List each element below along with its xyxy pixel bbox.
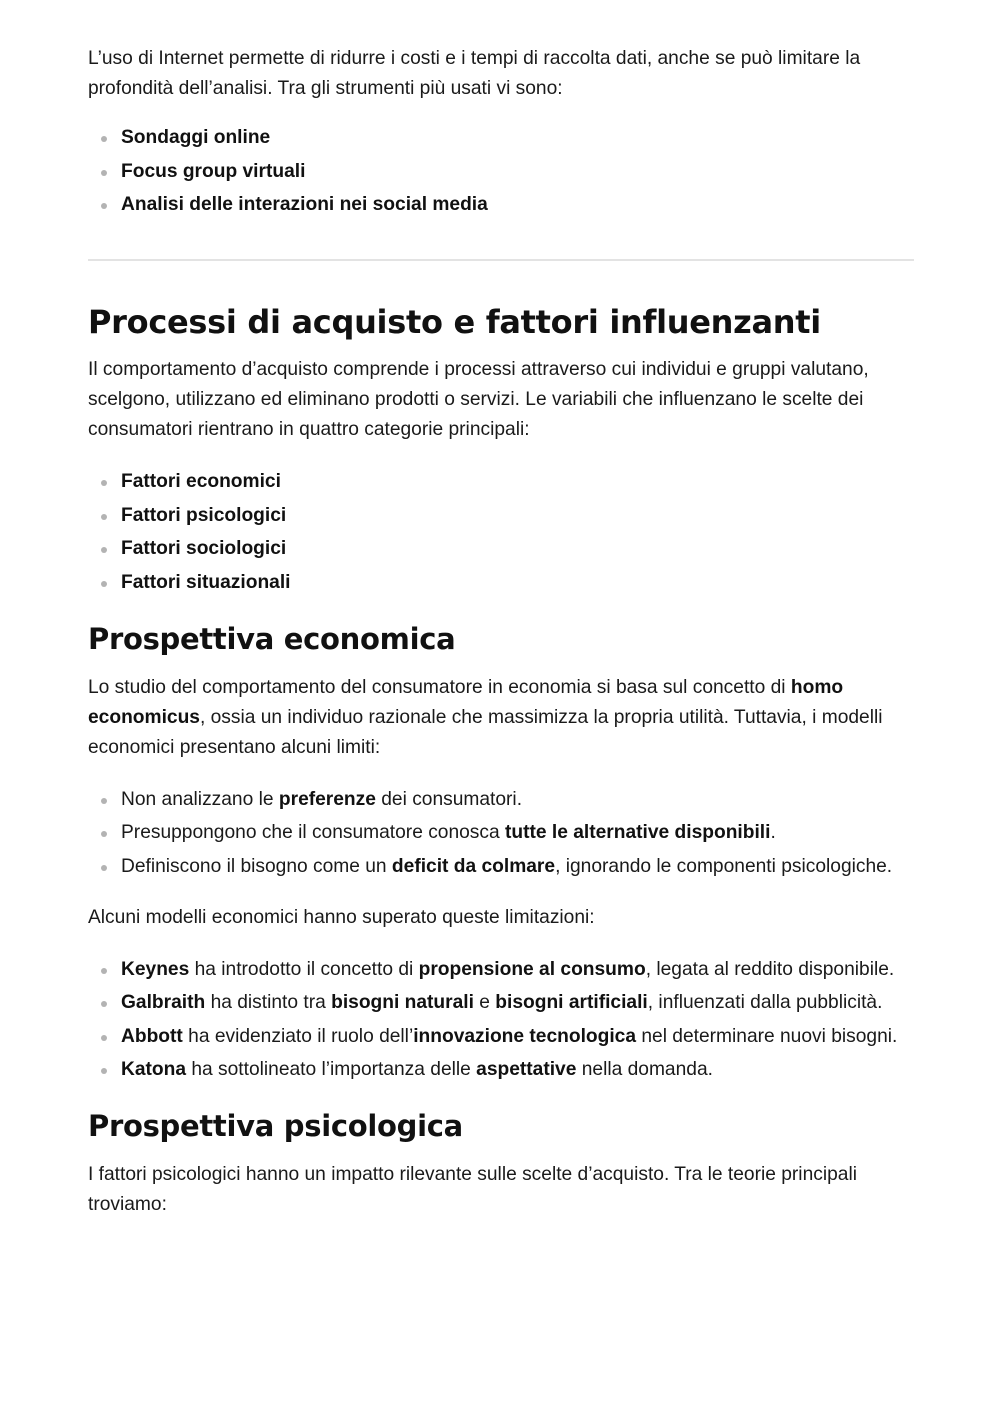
list-item: Fattori economici	[88, 467, 914, 497]
psychological-paragraph: I fattori psicologici hanno un impatto rilevante sulle scelte d’acquisto. Tra le teorie principali troviamo:	[88, 1164, 857, 1215]
models-intro-paragraph: Alcuni modelli economici hanno superato queste limitazioni:	[88, 906, 595, 928]
section-title-psychological: Prospettiva psicologica	[88, 1109, 463, 1143]
list-item: Fattori sociologici	[88, 534, 914, 564]
list-item: Sondaggi online	[88, 123, 914, 153]
list-item: Non analizzano le preferenze dei consumatori.	[88, 785, 914, 815]
section-title-purchase: Processi di acquisto e fattori influenzanti	[88, 303, 821, 341]
section-title-economic: Prospettiva economica	[88, 621, 456, 656]
list-item: Definiscono il bisogno come un deficit da colmare, ignorando le componenti psicologiche.	[88, 852, 914, 882]
economic-paragraph: Lo studio del comportamento del consumatore in economia si basa sul concetto di homo economicus, ossia un individuo razionale che massimizza la propria utilità. Tuttavia, i modelli economici presentano alcuni limiti:	[88, 676, 883, 758]
list-item: Presuppongono che il consumatore conosca tutte le alternative disponibili.	[88, 818, 914, 848]
list-item: Fattori situazionali	[88, 568, 914, 598]
tools-list	[88, 123, 914, 220]
factors-list	[88, 467, 914, 598]
purchase-paragraph: Il comportamento d’acquisto comprende i processi attraverso cui individui e gruppi valutano, scelgono, utilizzano ed eliminano prodotti o servizi. Le variabili che influenzano le scelte dei consumatori rientrano in quattro categorie principali:	[88, 359, 869, 440]
list-item: Galbraith ha distinto tra bisogni naturali e bisogni artificiali, influenzati dalla pubblicità.	[88, 988, 914, 1018]
list-item: Analisi delle interazioni nei social media	[88, 190, 914, 220]
list-item: Katona ha sottolineato l’importanza delle aspettative nella domanda.	[88, 1055, 914, 1085]
list-item: Focus group virtuali	[88, 157, 914, 187]
models-list	[88, 955, 914, 1086]
intro-paragraph: L’uso di Internet permette di ridurre i costi e i tempi di raccolta dati, anche se può limitare la profondità dell’analisi. Tra gli strumenti più usati vi sono:	[88, 48, 861, 99]
limits-list	[88, 785, 914, 882]
document-page	[88, 44, 914, 1220]
list-item: Abbott ha evidenziato il ruolo dell’innovazione tecnologica nel determinare nuovi bisogni.	[88, 1022, 914, 1052]
list-item: Fattori psicologici	[88, 501, 914, 531]
section-divider	[88, 259, 914, 261]
list-item: Keynes ha introdotto il concetto di propensione al consumo, legata al reddito disponibile.	[88, 955, 914, 985]
